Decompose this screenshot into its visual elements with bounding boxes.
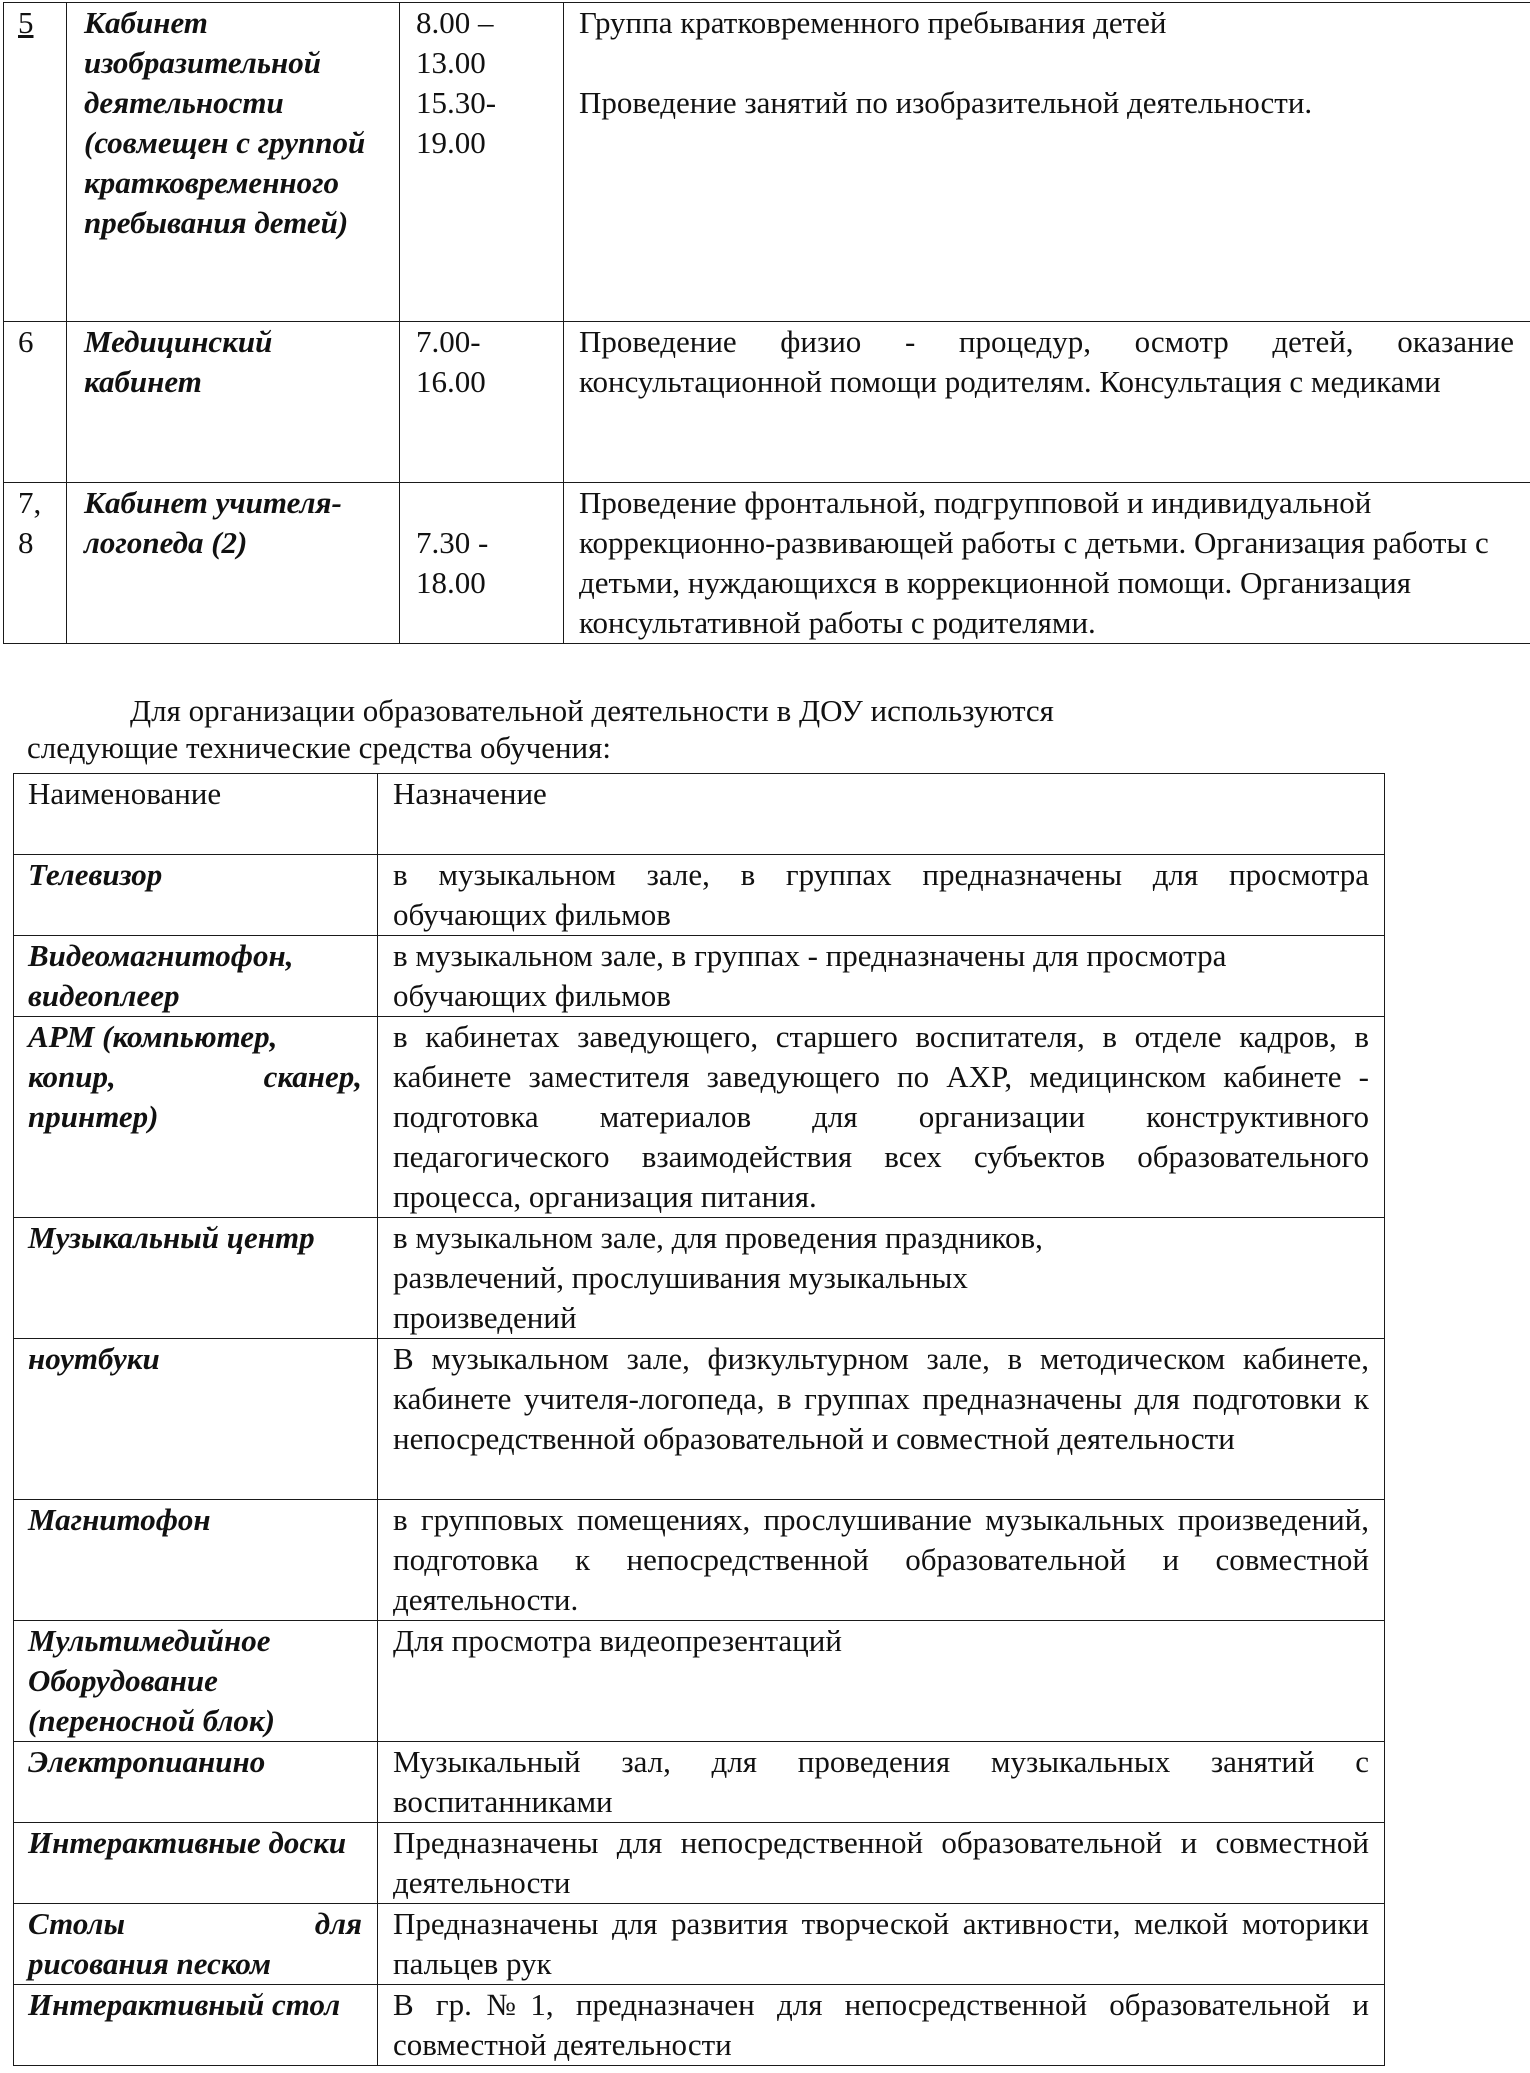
table-row bbox=[14, 1218, 1385, 1339]
equipment-purpose: В музыкальном зале, физкультурном зале, в методическом кабинете, кабинете учителя-логопеда, в группах предназначены для подготовки к непосредственной образовательной и совместной деятельности bbox=[378, 1339, 1385, 1500]
equipment-name: Видеомагнитофон, видеоплеер bbox=[14, 936, 378, 1017]
equipment-name: ноутбуки bbox=[14, 1339, 378, 1500]
equipment-name: Музыкальный центр bbox=[14, 1218, 378, 1339]
equipment-purpose: в музыкальном зале, в группах предназначены для просмотра обучающих фильмов bbox=[378, 855, 1385, 936]
room-hours: 7.30 - 18.00 bbox=[400, 483, 564, 644]
equipment-purpose: Для просмотра видеопрезентаций bbox=[378, 1621, 1385, 1742]
room-description: Проведение фронтальной, подгрупповой и индивидуальной коррекционно-развивающей работы с детьми. Организация работы с детьми, нуждающихся в коррекционной помощи. Организация консультативной работы с родителями. bbox=[564, 483, 1530, 644]
room-description: Проведение физио - процедур, осмотр детей, оказание консультационной помощи родителям. Консультация с медиками bbox=[564, 322, 1530, 483]
equipment-purpose: в групповых помещениях, прослушивание музыкальных произведений, подготовка к непосредственной образовательной и совместной деятельности. bbox=[378, 1500, 1385, 1621]
table-row bbox=[14, 855, 1385, 936]
room-description: Группа кратковременного пребывания детей Проведение занятий по изобразительной деятельности. bbox=[564, 3, 1530, 322]
intro-line-2: следующие технические средства обучения: bbox=[27, 730, 612, 765]
room-name: Кабинет учителя-логопеда (2) bbox=[67, 483, 400, 644]
equipment-name: Интерактивный стол bbox=[14, 1985, 378, 2066]
room-number: 7, 8 bbox=[4, 483, 67, 644]
equipment-purpose: В гр.№1, предназначен для непосредственной образовательной и совместной деятельности bbox=[378, 1985, 1385, 2066]
table-row bbox=[4, 322, 1530, 483]
room-number: 6 bbox=[4, 322, 67, 483]
equipment-name: Столы для рисования песком bbox=[14, 1904, 378, 1985]
equipment-name: АРМ (компьютер, копир, сканер, принтер) bbox=[14, 1017, 378, 1218]
equipment-name: Мультимедийное Оборудование (переносной блок) bbox=[14, 1621, 378, 1742]
equipment-table bbox=[13, 773, 1385, 2066]
intro-paragraph bbox=[27, 692, 1277, 766]
room-number: 5 bbox=[4, 3, 67, 322]
equipment-purpose: Музыкальный зал, для проведения музыкальных занятий с воспитанниками bbox=[378, 1742, 1385, 1823]
table-row bbox=[14, 1017, 1385, 1218]
room-hours: 8.00 – 13.00 15.30- 19.00 bbox=[400, 3, 564, 322]
equipment-name: Телевизор bbox=[14, 855, 378, 936]
table-row bbox=[14, 1985, 1385, 2066]
equipment-purpose: в музыкальном зале, в группах - предназначены для просмотра обучающих фильмов bbox=[378, 936, 1385, 1017]
table-row bbox=[14, 1621, 1385, 1742]
equipment-purpose: Предназначены для развития творческой активности, мелкой моторики пальцев рук bbox=[378, 1904, 1385, 1985]
equipment-purpose: в музыкальном зале, для проведения праздников, развлечений, прослушивания музыкальных произведений bbox=[378, 1218, 1385, 1339]
room-hours: 7.00- 16.00 bbox=[400, 322, 564, 483]
table-row bbox=[14, 1904, 1385, 1985]
equipment-name: Интерактивные доски bbox=[14, 1823, 378, 1904]
equipment-name: Магнитофон bbox=[14, 1500, 378, 1621]
room-name: Кабинет изобразительной деятельности (совмещен с группой кратковременного пребывания детей) bbox=[67, 3, 400, 322]
rooms-table bbox=[3, 2, 1530, 644]
equipment-name: Электропианино bbox=[14, 1742, 378, 1823]
table-row bbox=[4, 3, 1530, 322]
table-row bbox=[14, 1339, 1385, 1500]
equipment-purpose: Предназначены для непосредственной образовательной и совместной деятельности bbox=[378, 1823, 1385, 1904]
table-row bbox=[14, 1823, 1385, 1904]
table-header-row bbox=[14, 774, 1385, 855]
table-row bbox=[4, 483, 1530, 644]
table-row bbox=[14, 1500, 1385, 1621]
column-header-purpose: Назначение bbox=[378, 774, 1385, 855]
table-row bbox=[14, 936, 1385, 1017]
equipment-purpose: в кабинетах заведующего, старшего воспитателя, в отделе кадров, в кабинете заместителя заведующего по АХР, медицинском кабинете - подготовка материалов для организации конструктивного педагогического взаимодействия всех субъектов образовательного процесса, организация питания. bbox=[378, 1017, 1385, 1218]
column-header-name: Наименование bbox=[14, 774, 378, 855]
room-name: Медицинский кабинет bbox=[67, 322, 400, 483]
table-row bbox=[14, 1742, 1385, 1823]
intro-line-1: Для организации образовательной деятельности в ДОУ используются bbox=[130, 693, 1054, 728]
